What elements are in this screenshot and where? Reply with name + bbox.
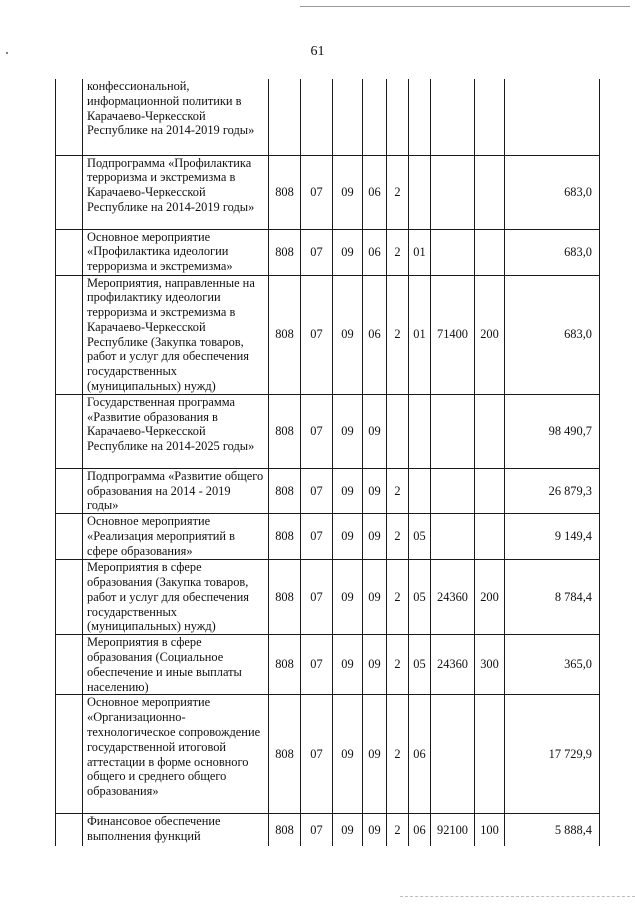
item-name: Основное мероприятие «Реализация мероприятий в сфере образования» xyxy=(83,514,269,560)
subsection-code: 09 xyxy=(333,275,363,394)
subsection-code: 09 xyxy=(333,635,363,695)
program-code: 09 xyxy=(363,394,387,468)
table-row xyxy=(56,394,600,468)
section-code xyxy=(301,79,333,155)
subsection-code: 09 xyxy=(333,514,363,560)
item-name: Государственная программа «Развитие образования в Карачаево-Черкесской Республике на 2014-2025 годы» xyxy=(83,394,269,468)
page-number: 61 xyxy=(310,44,325,59)
gr-code: 808 xyxy=(269,635,301,695)
table-row xyxy=(56,635,600,695)
direction-code: 71400 xyxy=(431,275,475,394)
table-row xyxy=(56,155,600,229)
item-name: конфессиональной, информационной политики в Карачаево-Черкесской Республике на 2014-2019 годы» xyxy=(83,79,269,155)
section-code: 07 xyxy=(301,514,333,560)
row-marker-cell xyxy=(56,155,83,229)
subsection-code: 09 xyxy=(333,229,363,275)
gr-code: 808 xyxy=(269,394,301,468)
budget-table xyxy=(55,79,600,846)
direction-code: 24360 xyxy=(431,560,475,635)
direction-code xyxy=(431,155,475,229)
subprogram-code: 2 xyxy=(387,155,409,229)
row-marker-cell xyxy=(56,468,83,513)
section-code: 07 xyxy=(301,695,333,814)
amount: 365,0 xyxy=(505,635,600,695)
gr-code: 808 xyxy=(269,275,301,394)
subsection-code: 09 xyxy=(333,814,363,846)
measure-code: 06 xyxy=(409,814,431,846)
table-row xyxy=(56,695,600,814)
table-row xyxy=(56,229,600,275)
measure-code: 01 xyxy=(409,229,431,275)
expense-type-code: 300 xyxy=(475,635,505,695)
subprogram-code: 2 xyxy=(387,814,409,846)
row-marker-cell xyxy=(56,229,83,275)
measure-code: 01 xyxy=(409,275,431,394)
gr-code xyxy=(269,79,301,155)
amount: 683,0 xyxy=(505,155,600,229)
section-code: 07 xyxy=(301,229,333,275)
gr-code: 808 xyxy=(269,229,301,275)
direction-code xyxy=(431,229,475,275)
direction-code: 24360 xyxy=(431,635,475,695)
expense-type-code xyxy=(475,468,505,513)
amount: 683,0 xyxy=(505,229,600,275)
measure-code: 05 xyxy=(409,560,431,635)
expense-type-code xyxy=(475,229,505,275)
measure-code xyxy=(409,394,431,468)
gr-code: 808 xyxy=(269,155,301,229)
table-row xyxy=(56,514,600,560)
amount xyxy=(505,79,600,155)
table-row xyxy=(56,275,600,394)
row-marker-cell xyxy=(56,635,83,695)
subprogram-code xyxy=(387,79,409,155)
measure-code: 05 xyxy=(409,514,431,560)
item-name: Мероприятия в сфере образования (Закупка товаров, работ и услуг для обеспечения государственных (муниципальных) нужд) xyxy=(83,560,269,635)
subsection-code: 09 xyxy=(333,394,363,468)
row-marker-cell xyxy=(56,275,83,394)
gr-code: 808 xyxy=(269,468,301,513)
subprogram-code: 2 xyxy=(387,560,409,635)
subprogram-code xyxy=(387,394,409,468)
expense-type-code xyxy=(475,695,505,814)
subsection-code: 09 xyxy=(333,155,363,229)
program-code: 09 xyxy=(363,468,387,513)
direction-code xyxy=(431,394,475,468)
amount: 5 888,4 xyxy=(505,814,600,846)
program-code: 09 xyxy=(363,635,387,695)
row-marker-cell xyxy=(56,560,83,635)
expense-type-code xyxy=(475,514,505,560)
table-row xyxy=(56,560,600,635)
expense-type-code: 200 xyxy=(475,560,505,635)
table-row xyxy=(56,814,600,846)
section-code: 07 xyxy=(301,394,333,468)
subsection-code xyxy=(333,79,363,155)
item-name: Подпрограмма «Профилактика терроризма и экстремизма в Карачаево-Черкесской Республике на 2014-2019 годы» xyxy=(83,155,269,229)
section-code: 07 xyxy=(301,814,333,846)
subprogram-code: 2 xyxy=(387,275,409,394)
row-marker-cell xyxy=(56,814,83,846)
program-code: 06 xyxy=(363,275,387,394)
row-marker-cell xyxy=(56,394,83,468)
row-marker-cell xyxy=(56,79,83,155)
row-marker-cell xyxy=(56,695,83,814)
subsection-code: 09 xyxy=(333,560,363,635)
subprogram-code: 2 xyxy=(387,468,409,513)
expense-type-code: 200 xyxy=(475,275,505,394)
section-code: 07 xyxy=(301,560,333,635)
measure-code xyxy=(409,79,431,155)
subprogram-code: 2 xyxy=(387,514,409,560)
amount: 9 149,4 xyxy=(505,514,600,560)
section-code: 07 xyxy=(301,155,333,229)
direction-code xyxy=(431,695,475,814)
program-code: 09 xyxy=(363,560,387,635)
amount: 683,0 xyxy=(505,275,600,394)
program-code xyxy=(363,79,387,155)
item-name: Финансовое обеспечение выполнения функций xyxy=(83,814,269,846)
item-name: Мероприятия, направленные на профилактику идеологии терроризма и экстремизма в Карачаево-Черкесской Республике (Закупка товаров, работ и услуг для обеспечения государственных (муниципальных) нужд) xyxy=(83,275,269,394)
scan-edge-top xyxy=(300,6,630,7)
expense-type-code xyxy=(475,79,505,155)
gr-code: 808 xyxy=(269,514,301,560)
subprogram-code: 2 xyxy=(387,229,409,275)
gr-code: 808 xyxy=(269,695,301,814)
item-name: Основное мероприятие «Организационно-технологическое сопровождение государственной итоговой аттестации в форме основного общего и среднего общего образования» xyxy=(83,695,269,814)
amount: 8 784,4 xyxy=(505,560,600,635)
subsection-code: 09 xyxy=(333,468,363,513)
scan-edge-bottom xyxy=(400,896,635,897)
item-name: Подпрограмма «Развитие общего образования на 2014 - 2019 годы» xyxy=(83,468,269,513)
measure-code xyxy=(409,468,431,513)
direction-code xyxy=(431,514,475,560)
expense-type-code xyxy=(475,394,505,468)
program-code: 09 xyxy=(363,695,387,814)
program-code: 06 xyxy=(363,155,387,229)
direction-code xyxy=(431,79,475,155)
measure-code: 05 xyxy=(409,635,431,695)
expense-type-code: 100 xyxy=(475,814,505,846)
table-row xyxy=(56,468,600,513)
table-row xyxy=(56,79,600,155)
direction-code xyxy=(431,468,475,513)
measure-code: 06 xyxy=(409,695,431,814)
subprogram-code: 2 xyxy=(387,695,409,814)
section-code: 07 xyxy=(301,468,333,513)
amount: 98 490,7 xyxy=(505,394,600,468)
gr-code: 808 xyxy=(269,814,301,846)
program-code: 06 xyxy=(363,229,387,275)
amount: 26 879,3 xyxy=(505,468,600,513)
item-name: Основное мероприятие «Профилактика идеологии терроризма и экстремизма» xyxy=(83,229,269,275)
expense-type-code xyxy=(475,155,505,229)
amount: 17 729,9 xyxy=(505,695,600,814)
subsection-code: 09 xyxy=(333,695,363,814)
item-name: Мероприятия в сфере образования (Социальное обеспечение и иные выплаты населению) xyxy=(83,635,269,695)
measure-code xyxy=(409,155,431,229)
gr-code: 808 xyxy=(269,560,301,635)
direction-code: 92100 xyxy=(431,814,475,846)
section-code: 07 xyxy=(301,275,333,394)
program-code: 09 xyxy=(363,514,387,560)
row-marker-cell xyxy=(56,514,83,560)
subprogram-code: 2 xyxy=(387,635,409,695)
section-code: 07 xyxy=(301,635,333,695)
program-code: 09 xyxy=(363,814,387,846)
